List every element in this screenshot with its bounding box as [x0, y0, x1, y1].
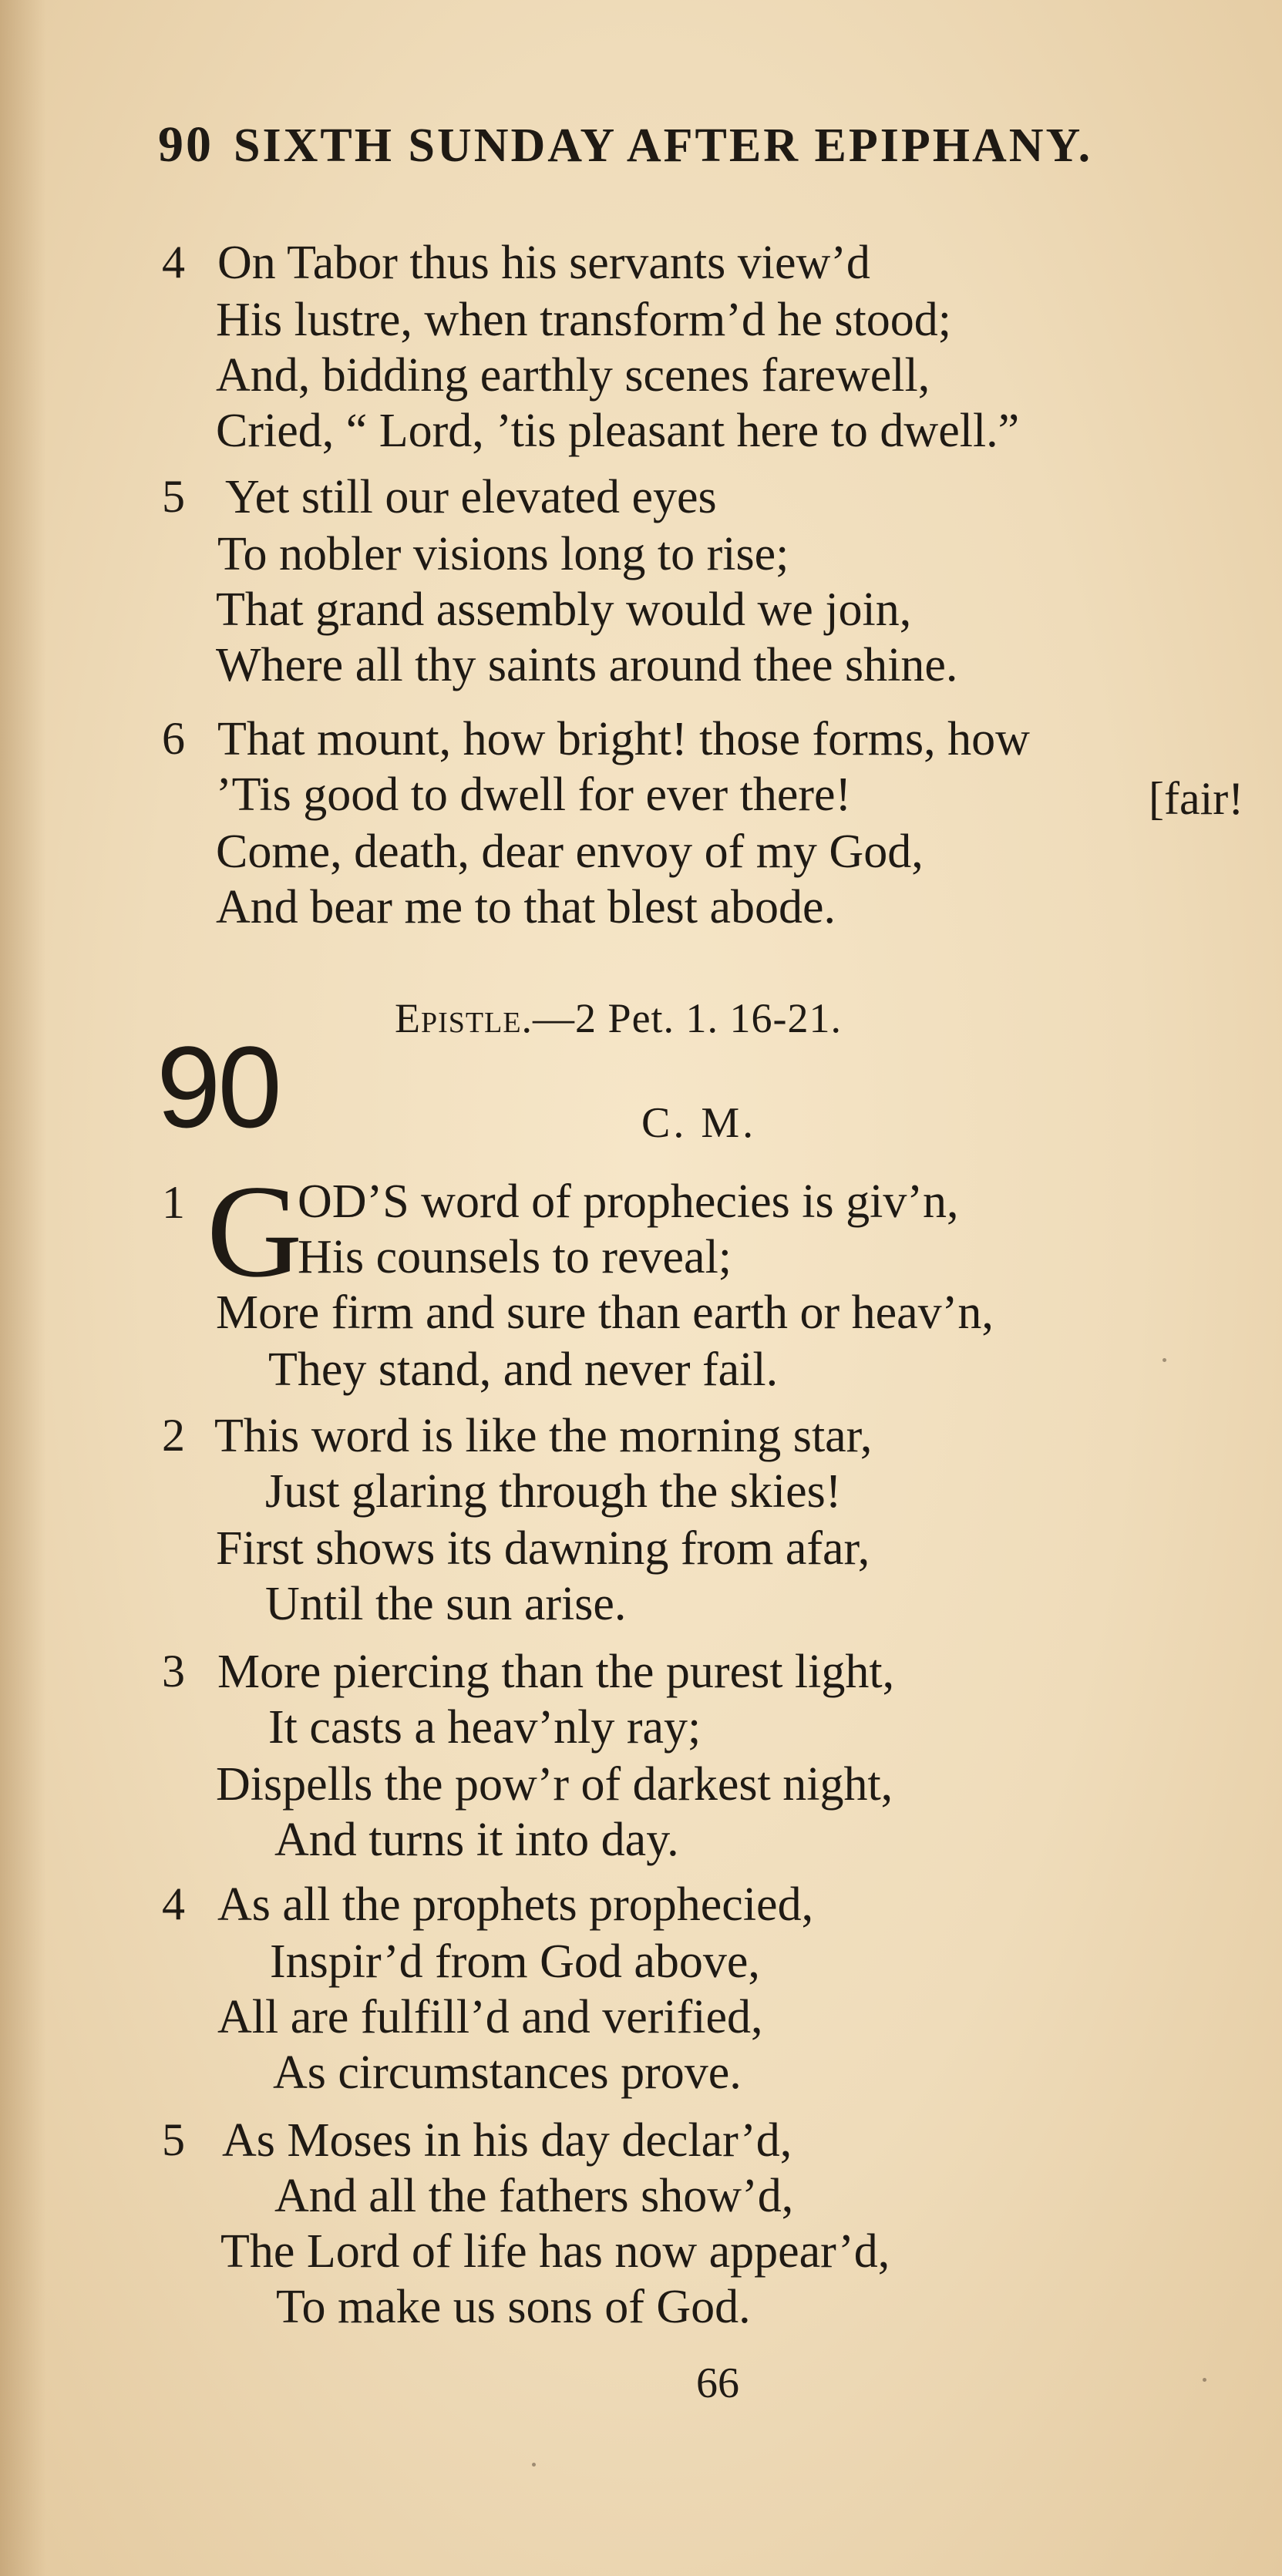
- verse-line: All are fulfill’d and verified,: [217, 1991, 763, 2043]
- epistle-reference: [395, 994, 842, 1042]
- verse-line: Come, death, dear envoy of my God,: [216, 826, 924, 878]
- verse-line: To make us sons of God.: [276, 2281, 751, 2333]
- verse-line: As circumstances prove.: [273, 2046, 742, 2099]
- paper-speck: [532, 2463, 536, 2467]
- folio-number: 66: [696, 2359, 739, 2407]
- verse-line: Until the sun arise.: [265, 1578, 627, 1630]
- epistle-label: Epistle.: [395, 995, 533, 1041]
- verse-line: Where all thy saints around thee shine.: [216, 639, 958, 691]
- verse-line: Inspir’d from God above,: [270, 1935, 760, 1988]
- verse-line: Yet still our elevated eyes: [225, 471, 717, 523]
- verse-line: That mount, how bright! those forms, how: [217, 713, 1030, 765]
- drop-cap: G: [207, 1159, 303, 1305]
- page-edge-shadow: [0, 0, 46, 2576]
- header-page-number: 90: [158, 116, 214, 173]
- verse-line: As all the prophets prophecied,: [217, 1878, 814, 1931]
- verse-line: They stand, and never fail.: [268, 1343, 779, 1396]
- hymn-number: 90: [156, 1022, 279, 1152]
- verse-line: The Lord of life has now appear’d,: [220, 2225, 890, 2278]
- paper-speck: [1163, 1358, 1166, 1362]
- verse-line: More piercing than the purest light,: [217, 1646, 895, 1698]
- verse-line: And, bidding earthly scenes farewell,: [216, 349, 930, 402]
- verse-number: 4: [162, 237, 185, 288]
- verse-line: More firm and sure than earth or heav’n,: [216, 1286, 994, 1339]
- verse-number: 6: [162, 713, 185, 764]
- verse-line: ’Tis good to dwell for ever there!: [216, 768, 852, 821]
- header-title: SIXTH SUNDAY AFTER EPIPHANY.: [234, 119, 1093, 172]
- verse-line: Cried, “ Lord, ’tis pleasant here to dwell.”: [216, 405, 1020, 457]
- verse-line: OD’S word of prophecies is giv’n,: [298, 1175, 959, 1228]
- verse-line: Just glaring through the skies!: [265, 1465, 842, 1518]
- paper-speck: [1203, 2378, 1206, 2382]
- verse-line: First shows its dawning from afar,: [216, 1522, 870, 1575]
- verse-line: It casts a heav’nly ray;: [268, 1701, 702, 1754]
- verse-line: And bear me to that blest abode.: [216, 881, 836, 933]
- verse-number: 1: [162, 1177, 185, 1228]
- verse-line: His lustre, when transform’d he stood;: [216, 294, 951, 346]
- verse-number: 2: [162, 1410, 185, 1461]
- verse-number: 5: [162, 471, 185, 522]
- verse-line: Dispells the pow’r of darkest night,: [216, 1758, 893, 1811]
- verse-line: That grand assembly would we join,: [216, 583, 912, 636]
- verse-line: As Moses in his day declar’d,: [222, 2114, 792, 2167]
- verse-line: And turns it into day.: [274, 1814, 679, 1866]
- hymn-meter: C. M.: [641, 1099, 757, 1147]
- verse-number: 5: [162, 2114, 185, 2165]
- epistle-ref: —2 Pet. 1. 16-21.: [533, 995, 843, 1041]
- verse-line: His counsels to reveal;: [298, 1231, 732, 1283]
- verse-line: To nobler visions long to rise;: [217, 528, 789, 580]
- verse-line: On Tabor thus his servants view’d: [217, 237, 870, 289]
- overflow-word: [fair!: [1149, 773, 1244, 824]
- running-header: [158, 116, 1237, 185]
- verse-number: 3: [162, 1646, 185, 1697]
- verse-number: 4: [162, 1878, 185, 1929]
- verse-line: This word is like the morning star,: [214, 1410, 873, 1462]
- verse-line: And all the fathers show’d,: [274, 2170, 794, 2222]
